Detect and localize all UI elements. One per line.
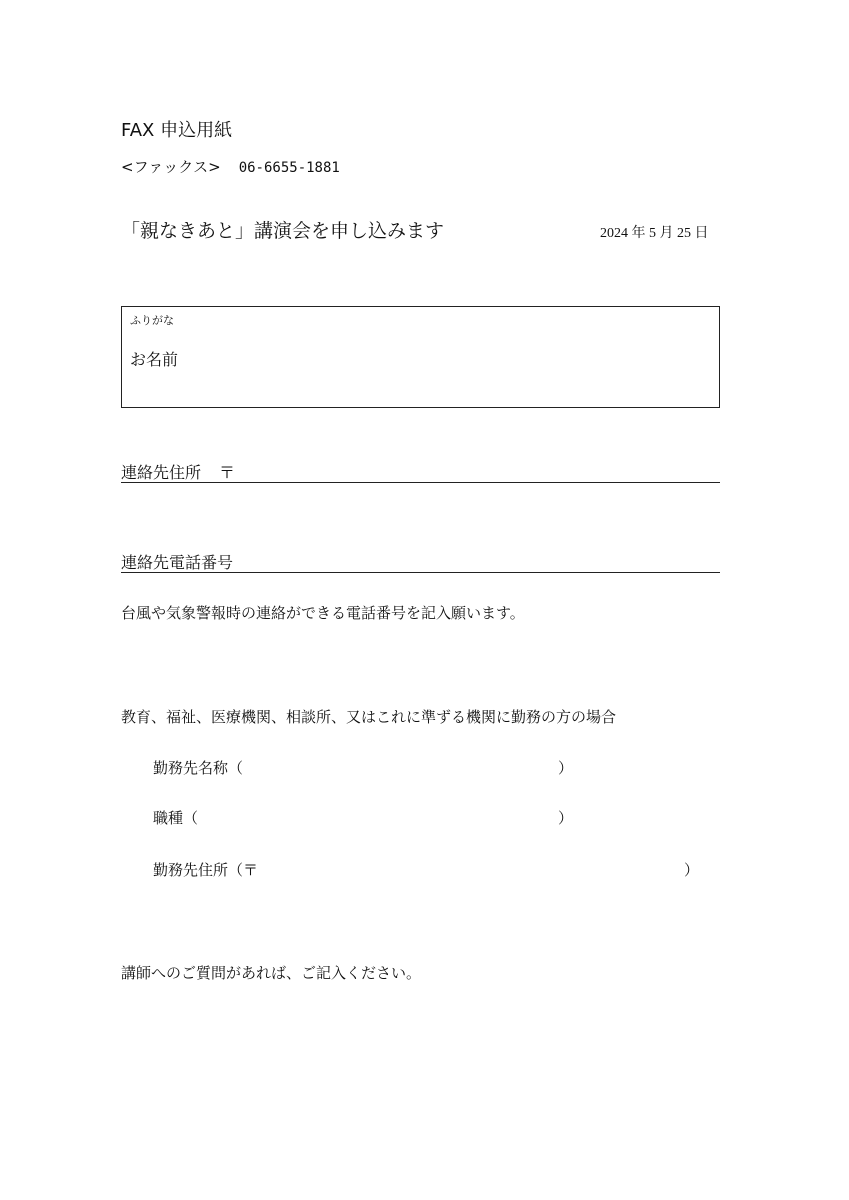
employment-intro: 教育、福祉、医療機関、相談所、又はこれに準ずる機関に勤務の方の場合 <box>121 708 617 726</box>
occupation-field[interactable]: 職種（ <box>153 809 199 827</box>
name-field-box[interactable] <box>121 306 720 408</box>
workplace-address-field[interactable]: 勤務先住所（〒 <box>153 861 259 879</box>
application-date: 2024 年 5 月 25 日 <box>600 226 709 241</box>
workplace-name-field[interactable]: 勤務先名称（ <box>153 759 244 777</box>
phone-label: 連絡先電話番号 <box>121 553 234 572</box>
questions-label: 講師へのご質問があれば、ご記入ください。 <box>121 964 422 982</box>
phone-note: 台風や気象警報時の連絡ができる電話番号を記入願います。 <box>121 604 525 622</box>
furigana-label: ふりがな <box>130 314 174 327</box>
fax-line <box>121 156 340 177</box>
fax-label: <ファックス> <box>121 158 221 176</box>
application-heading: 「親なきあと」講演会を申し込みます <box>121 220 445 242</box>
phone-field[interactable] <box>121 550 720 573</box>
fax-number: 06-6655-1881 <box>238 160 340 176</box>
workplace-name-close-paren: ） <box>558 759 574 777</box>
workplace-address-close-paren: ） <box>684 861 700 879</box>
address-label: 連絡先住所 <box>121 463 202 482</box>
occupation-close-paren: ） <box>558 809 574 827</box>
postal-mark: 〒 <box>219 463 236 482</box>
form-title: FAX 申込用紙 <box>121 120 233 141</box>
address-field[interactable] <box>121 460 720 483</box>
name-label: お名前 <box>130 350 179 369</box>
